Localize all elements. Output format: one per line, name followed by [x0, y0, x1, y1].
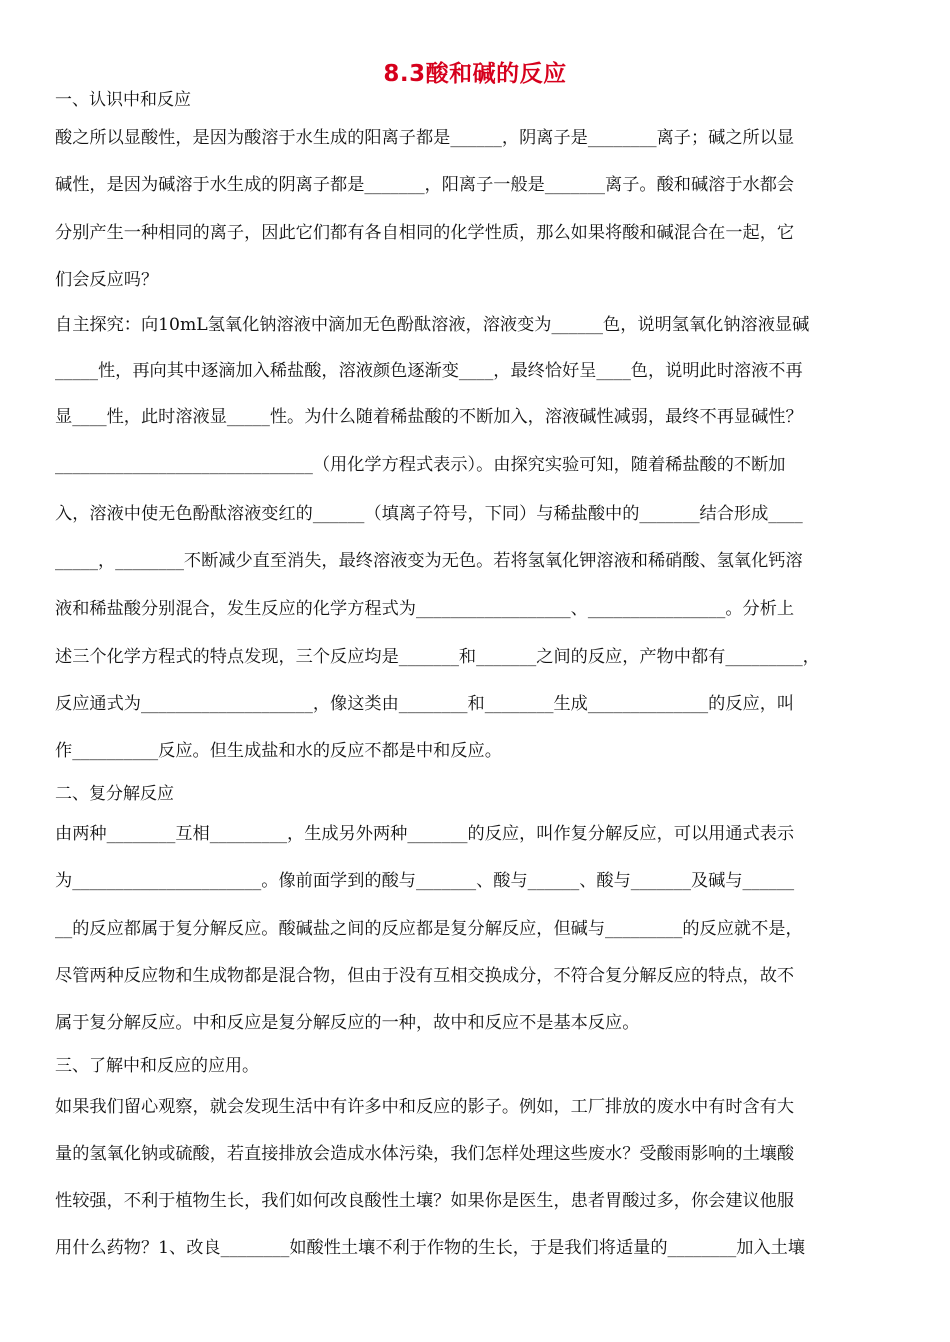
- paragraph-line: 反应通式为____________________，像这类由________和________生成______________的反应，叫: [55, 694, 795, 714]
- paragraph-line: _____性，再向其中逐滴加入稀盐酸，溶液颜色逐渐变____，最终恰好呈____色，说明此时溶液不再: [55, 361, 803, 381]
- paragraph-line: 入，溶液中使无色酚酞溶液变红的______（填离子符号，下同）与稀盐酸中的_______结合形成____: [55, 504, 803, 524]
- paragraph-line: 显____性，此时溶液显_____性。为什么随着稀盐酸的不断加入，溶液碱性减弱，最终不再显碱性？: [55, 407, 803, 427]
- paragraph-line: 性较强，不利于植物生长，我们如何改良酸性土壤？如果你是医生，患者胃酸过多，你会建议他服: [55, 1191, 795, 1211]
- paragraph-line: 作__________反应。但生成盐和水的反应不都是中和反应。: [55, 741, 502, 761]
- paragraph-line: 尽管两种反应物和生成物都是混合物，但由于没有互相交换成分，不符合复分解反应的特点，故不: [55, 966, 795, 986]
- paragraph-line: 量的氢氧化钠或硫酸，若直接排放会造成水体污染，我们怎样处理这些废水？受酸雨影响的土壤酸: [55, 1144, 795, 1164]
- section-heading-double-decomposition: 二、复分解反应: [55, 784, 174, 804]
- paragraph-line: 分别产生一种相同的离子，因此它们都有各自相同的化学性质，那么如果将酸和碱混合在一起，它: [55, 223, 795, 243]
- paragraph-line: 们会反应吗？: [55, 270, 159, 290]
- paragraph-line: 由两种________互相_________，生成另外两种_______的反应，叫作复分解反应，可以用通式表示: [55, 824, 795, 844]
- paragraph-line: 述三个化学方程式的特点发现，三个反应均是_______和_______之间的反应，产物中都有_________，: [55, 647, 820, 667]
- paragraph-line: 酸之所以显酸性，是因为酸溶于水生成的阳离子都是______，阴离子是________离子；碱之所以显: [55, 128, 795, 148]
- paragraph-line: 属于复分解反应。中和反应是复分解反应的一种，故中和反应不是基本反应。: [55, 1013, 640, 1033]
- section-heading-neutralization: 一、认识中和反应: [55, 90, 191, 110]
- page-title: 8.3酸和碱的反应: [383, 61, 567, 87]
- paragraph-line: _____，________不断减少直至消失，最终溶液变为无色。若将氢氧化钾溶液和稀硝酸、氢氧化钙溶: [55, 551, 803, 571]
- paragraph-line: 碱性，是因为碱溶于水生成的阴离子都是_______，阳离子一般是_______离子。酸和碱溶于水都会: [55, 175, 795, 195]
- paragraph-line: 用什么药物？1、改良________如酸性土壤不利于作物的生长，于是我们将适量的________加入土壤: [55, 1238, 806, 1258]
- paragraph-line: __的反应都属于复分解反应。酸碱盐之间的反应都是复分解反应，但碱与_________的反应就不是，: [55, 919, 803, 939]
- paragraph-line: 为______________________。像前面学到的酸与_______、酸与______、酸与_______及碱与______: [55, 871, 795, 891]
- paragraph-line: 如果我们留心观察，就会发现生活中有许多中和反应的影子。例如，工厂排放的废水中有时含有大: [55, 1097, 795, 1117]
- section-heading-applications: 三、了解中和反应的应用。: [55, 1056, 259, 1076]
- paragraph-line: 自主探究：向10mL氢氧化钠溶液中滴加无色酚酞溶液，溶液变为______色，说明氢氧化钠溶液显碱: [55, 315, 810, 335]
- paragraph-line: ______________________________（用化学方程式表示）。由探究实验可知，随着稀盐酸的不断加: [55, 455, 786, 475]
- paragraph-line: 液和稀盐酸分别混合，发生反应的化学方程式为__________________、________________。分析上: [55, 599, 795, 619]
